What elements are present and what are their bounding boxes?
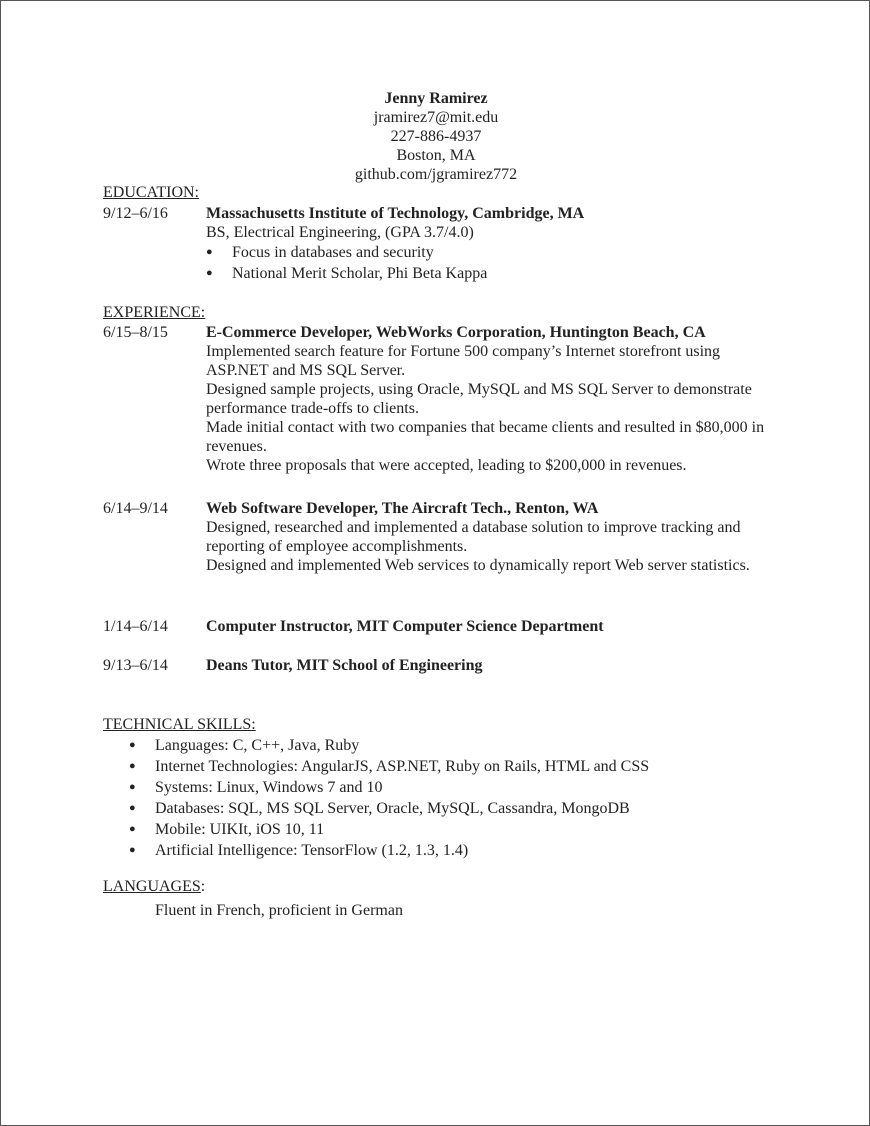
list-item: ● Databases: SQL, MS SQL Server, Oracle, MySQL, Cassandra, MongoDB (129, 798, 649, 819)
experience-body (206, 499, 766, 575)
experience-dates: 9/13–6/14 (103, 657, 168, 674)
experience-line: Wrote three proposals that were accepted, leading to $200,000 in revenues. (206, 457, 687, 474)
experience-line: Made initial contact with two companies that became clients and resulted in $80,000 in revenues. (206, 419, 765, 455)
phone: 227-886-4937 (390, 128, 482, 145)
education-body (206, 204, 766, 284)
experience-body (206, 323, 766, 475)
languages-text: Fluent in French, proficient in German (155, 902, 403, 919)
experience-heading: EXPERIENCE: (103, 304, 206, 321)
email: jramirez7@mit.edu (373, 109, 499, 126)
list-item: ● Mobile: UIKIt, iOS 10, 11 (129, 819, 649, 840)
experience-dates: 6/14–9/14 (103, 500, 168, 517)
experience-title: E-Commerce Developer, WebWorks Corporation, Huntington Beach, CA (206, 324, 706, 341)
experience-dates: 1/14–6/14 (103, 618, 168, 635)
education-degree: BS, Electrical Engineering, (GPA 3.7/4.0) (206, 224, 474, 241)
experience-dates: 6/15–8/15 (103, 324, 168, 341)
list-item: ● Languages: C, C++, Java, Ruby (129, 735, 649, 756)
languages-heading-colon: : (200, 878, 206, 895)
experience-line: Designed and implemented Web services to dynamically report Web server statistics. (206, 557, 750, 574)
education-bullets (206, 242, 766, 284)
languages-heading: LANGUAGES (103, 878, 201, 895)
education-dates: 9/12–6/16 (103, 205, 168, 222)
list-item: ● Artificial Intelligence: TensorFlow (1.2, 1.3, 1.4) (129, 840, 649, 861)
list-item: ● National Merit Scholar, Phi Beta Kappa (206, 263, 766, 284)
resume-header (1, 89, 870, 184)
education-school: Massachusetts Institute of Technology, Cambridge, MA (206, 205, 585, 222)
list-item: ● Systems: Linux, Windows 7 and 10 (129, 777, 649, 798)
location: Boston, MA (396, 147, 476, 164)
experience-title: Computer Instructor, MIT Computer Science Department (206, 618, 604, 635)
experience-line: Implemented search feature for Fortune 500 company’s Internet storefront using ASP.NET and MS SQL Server. (206, 343, 721, 379)
experience-line: Designed, researched and implemented a database solution to improve tracking and reporting of employee accomplishments. (206, 519, 741, 555)
experience-title: Deans Tutor, MIT School of Engineering (206, 657, 483, 674)
list-item: ● Internet Technologies: AngularJS, ASP.NET, Ruby on Rails, HTML and CSS (129, 756, 649, 777)
experience-line: Designed sample projects, using Oracle, MySQL and MS SQL Server to demonstrate performance trade-offs to clients. (206, 381, 752, 417)
list-item: ● Focus in databases and security (206, 242, 766, 263)
skills-heading: TECHNICAL SKILLS: (103, 716, 256, 733)
github-link: github.com/jgramirez772 (354, 166, 518, 183)
experience-title: Web Software Developer, The Aircraft Tech., Renton, WA (206, 500, 599, 517)
skills-list (129, 735, 649, 861)
education-heading: EDUCATION: (103, 184, 199, 201)
experience-body (206, 617, 766, 636)
experience-body (206, 656, 766, 675)
languages-heading-wrap (103, 877, 205, 896)
candidate-name: Jenny Ramirez (384, 90, 488, 107)
